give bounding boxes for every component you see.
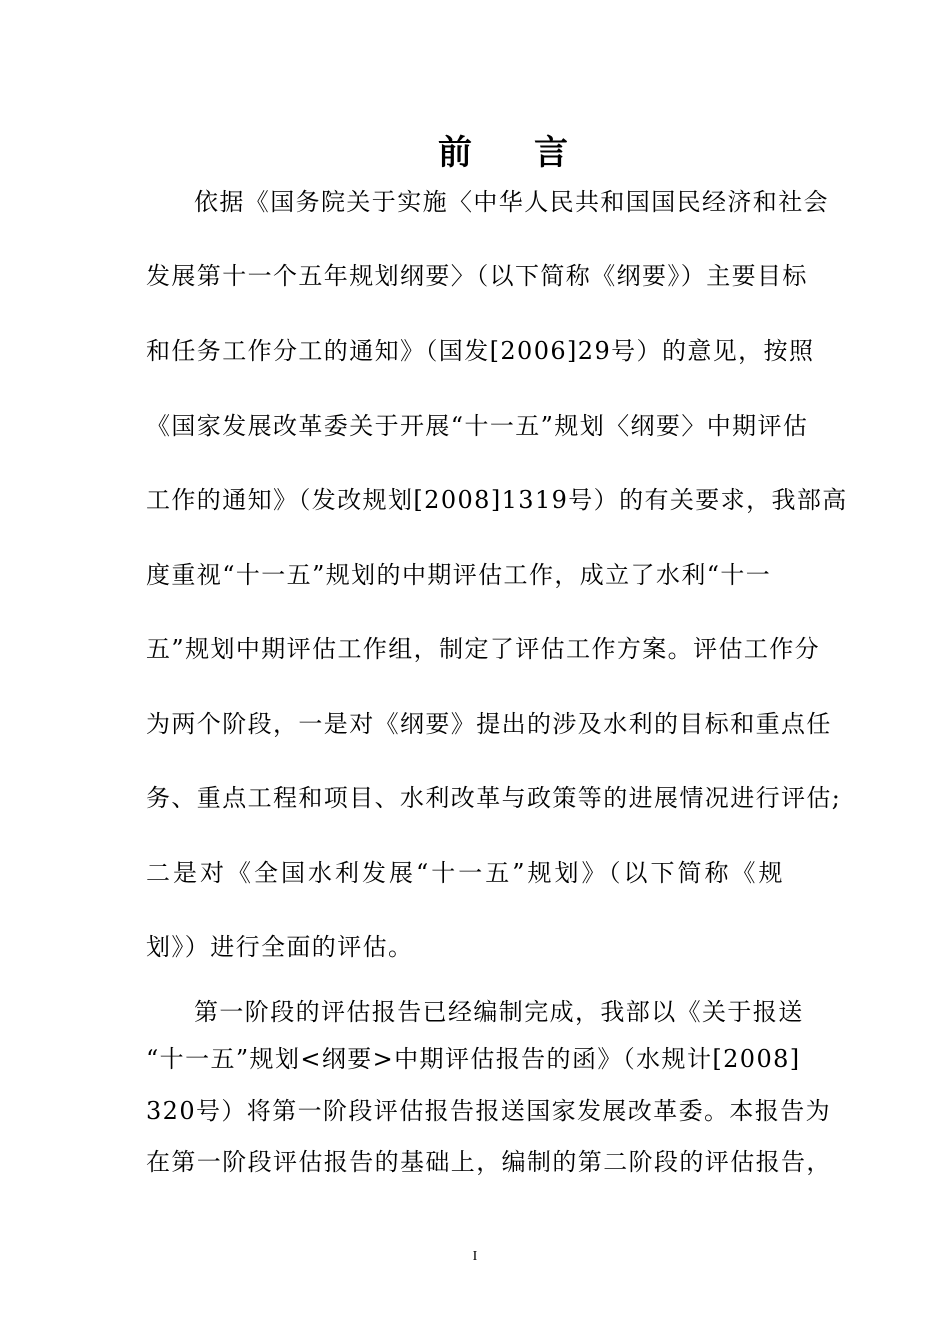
- page-number: I: [472, 1249, 478, 1264]
- paragraph-line: 二是对《全国水利发展“十一五”规划》（以下简称《规: [146, 859, 786, 887]
- paragraph-line: 第一阶段的评估报告已经编制完成，我部以《关于报送: [194, 998, 804, 1026]
- paragraph-line: 五”规划中期评估工作组，制定了评估工作方案。评估工作分: [146, 635, 821, 663]
- paragraph-line: 划》）进行全面的评估。: [146, 933, 414, 961]
- paragraph-line: 务、重点工程和项目、水利改革与政策等的进展情况进行评估;: [146, 784, 842, 812]
- paragraph-line: 为两个阶段，一是对《纲要》提出的涉及水利的目标和重点任: [146, 710, 832, 738]
- paragraph-line: 《国家发展改革委关于开展“十一五”规划〈纲要〉中期评估: [146, 412, 809, 440]
- paragraph-line: “十一五”规划<纲要>中期评估报告的函》（水规计[2008]: [146, 1045, 801, 1073]
- paragraph-line: 依据《国务院关于实施〈中华人民共和国国民经济和社会: [194, 188, 829, 216]
- page-title: 前 言: [438, 133, 582, 173]
- paragraph-line: 在第一阶段评估报告的基础上，编制的第二阶段的评估报告，: [146, 1148, 832, 1176]
- paragraph-line: 和任务工作分工的通知》（国发[2006]29号）的意见，按照: [146, 337, 815, 365]
- paragraph-line: 发展第十一个五年规划纲要〉（以下简称《纲要》）主要目标: [146, 262, 808, 290]
- paragraph-line: 320号）将第一阶段评估报告报送国家发展改革委。本报告为: [146, 1097, 832, 1125]
- paragraph-line: 工作的通知》（发改规划[2008]1319号）的有关要求，我部高: [146, 486, 848, 514]
- paragraph-line: 度重视“十一五”规划的中期评估工作，成立了水利“十一: [146, 561, 772, 589]
